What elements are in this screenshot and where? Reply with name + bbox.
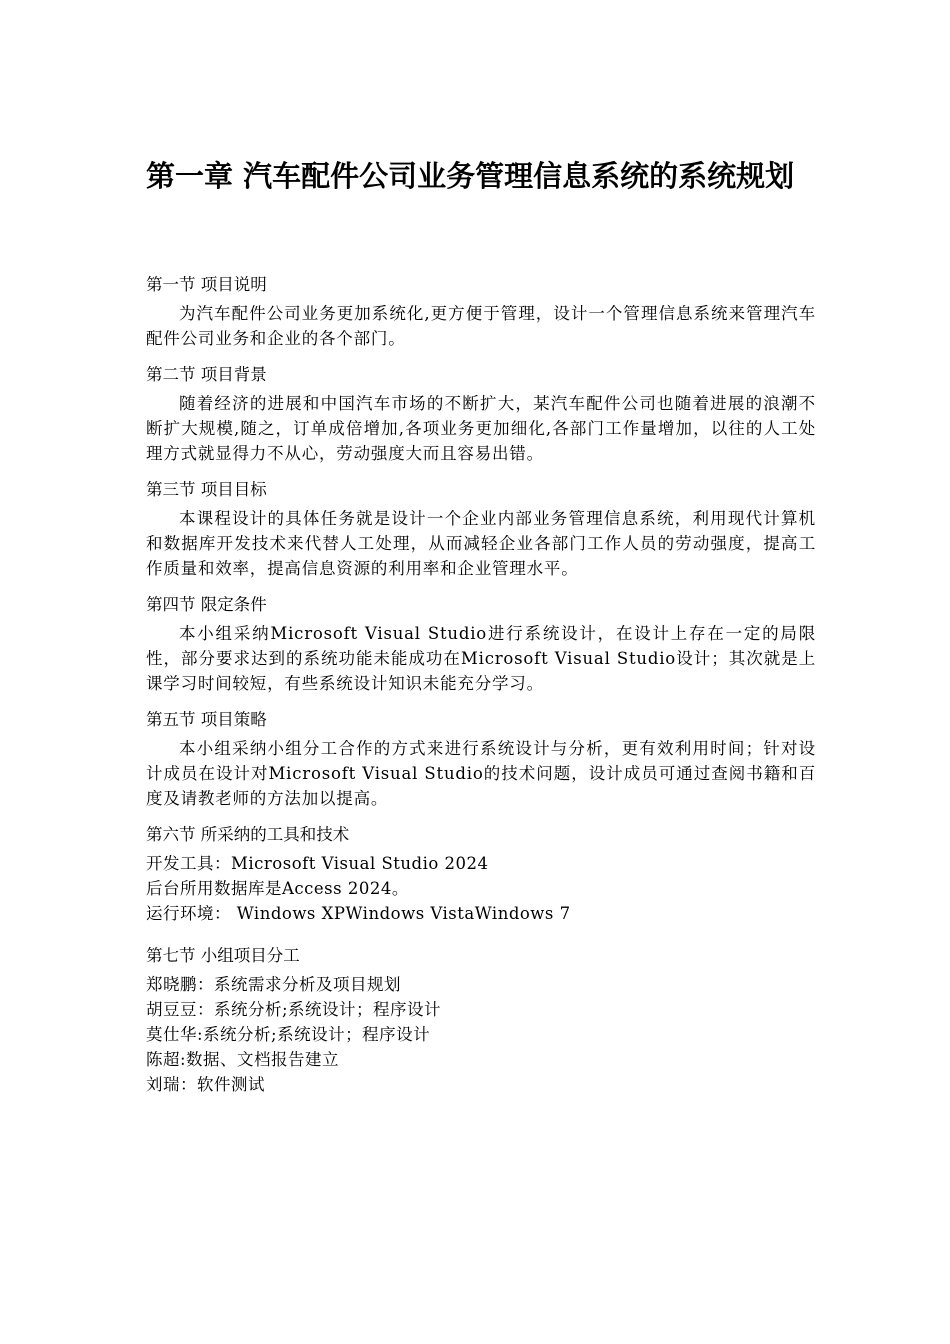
section-heading: 第四节 限定条件 — [146, 595, 267, 614]
section-heading: 第六节 所采纳的工具和技术 — [146, 825, 350, 844]
section-project-background — [146, 362, 816, 466]
tool-line-runtime: 运行环境： Windows XPWindows VistaWindows 7 — [146, 904, 571, 923]
team-member-line: 陈超:数据、文档报告建立 — [146, 1050, 340, 1069]
tool-line-database: 后台所用数据库是Access 2024。 — [146, 879, 409, 898]
section-paragraph: 为汽车配件公司业务更加系统化,更方便于管理，设计一个管理信息系统来管理汽车配件公司业务和企业的各个部门。 — [146, 304, 816, 348]
section-heading: 第七节 小组项目分工 — [146, 946, 300, 965]
section-heading: 第三节 项目目标 — [146, 480, 267, 499]
team-member-line: 胡豆豆：系统分析;系统设计；程序设计 — [146, 1000, 442, 1019]
section-heading: 第二节 项目背景 — [146, 365, 267, 384]
section-paragraph: 随着经济的进展和中国汽车市场的不断扩大，某汽车配件公司也随着进展的浪潮不断扩大规模,随之，订单成倍增加,各项业务更加细化,各部门工作量增加，以往的人工处理方式就显得力不从心，劳动强度大而且容易出错。 — [146, 394, 816, 463]
team-member-line: 莫仕华:系统分析;系统设计；程序设计 — [146, 1025, 431, 1044]
team-member-line: 郑晓鹏：系统需求分析及项目规划 — [146, 975, 401, 994]
section-team-assignments — [146, 943, 816, 1097]
section-heading: 第一节 项目说明 — [146, 275, 267, 294]
team-member-line: 刘瑞：软件测试 — [146, 1075, 265, 1094]
chapter-title: 第一章 汽车配件公司业务管理信息系统的系统规划 — [146, 159, 795, 193]
section-heading: 第五节 项目策略 — [146, 710, 267, 729]
section-constraints — [146, 592, 816, 696]
section-project-description — [146, 272, 816, 351]
tool-line-dev-tool: 开发工具：Microsoft Visual Studio 2024 — [146, 854, 489, 873]
section-project-goals — [146, 477, 816, 581]
section-paragraph: 本课程设计的具体任务就是设计一个企业内部业务管理信息系统，利用现代计算机和数据库开发技术来代替人工处理，从而减轻企业各部门工作人员的劳动强度，提高工作质量和效率，提高信息资源的利用率和企业管理水平。 — [146, 509, 816, 578]
section-paragraph: 本小组采纳Microsoft Visual Studio进行系统设计，在设计上存在一定的局限性，部分要求达到的系统功能未能成功在Microsoft Visual Studio设计；其次就是上课学习时间较短，有些系统设计知识未能充分学习。 — [146, 624, 816, 693]
section-project-strategy — [146, 707, 816, 811]
section-paragraph: 本小组采纳小组分工合作的方式来进行系统设计与分析，更有效利用时间；针对设计成员在设计对Microsoft Visual Studio的技术问题，设计成员可通过查阅书籍和百度及请教老师的方法加以提高。 — [146, 739, 816, 808]
section-tools-and-technology — [146, 822, 816, 926]
document-body — [146, 272, 816, 1108]
